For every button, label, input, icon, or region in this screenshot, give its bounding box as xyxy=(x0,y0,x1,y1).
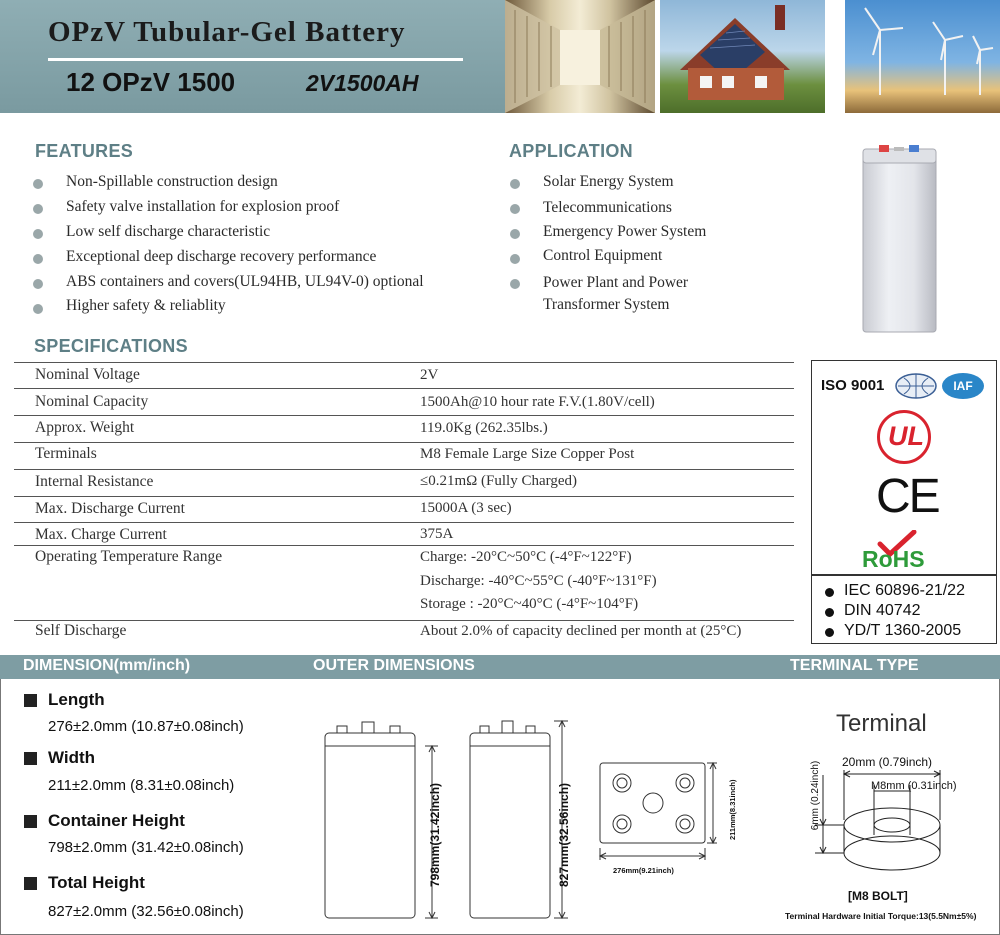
list-item: Safety valve installation for explosion proof xyxy=(66,198,340,215)
torque-label: Terminal Hardware Initial Torque:13(5.5Nm±5%) xyxy=(785,911,977,921)
spec-value: 15000A (3 sec) xyxy=(420,500,512,516)
standard-item: YD/T 1360-2005 xyxy=(844,622,962,639)
spec-value: M8 Female Large Size Copper Post xyxy=(420,446,635,462)
table-row xyxy=(14,545,794,620)
spec-value: Storage : -20°C~40°C (-4°F~104°F) xyxy=(420,596,639,612)
bullet-icon xyxy=(825,628,834,637)
features-heading: FEATURES xyxy=(35,141,134,161)
bullet-icon xyxy=(825,608,834,617)
spec-label: Max. Charge Current xyxy=(35,526,167,543)
spec-label: Nominal Voltage xyxy=(35,366,140,383)
spec-value: 375A xyxy=(420,526,454,542)
spec-label: Self Discharge xyxy=(35,622,127,639)
bullet-icon xyxy=(33,304,43,314)
bullet-square-icon xyxy=(24,877,37,890)
side-view-drawing-total xyxy=(466,718,586,928)
bullet-icon xyxy=(33,229,43,239)
ul-logo-text: UL xyxy=(888,421,924,451)
header xyxy=(0,0,1000,113)
table-row xyxy=(14,362,794,389)
terminal-width-label: 20mm (0.79inch) xyxy=(842,755,933,769)
spec-label: Approx. Weight xyxy=(35,419,135,436)
dimension-title: Length xyxy=(48,690,105,709)
bullet-icon xyxy=(510,229,520,239)
spec-label: Operating Temperature Range xyxy=(35,548,223,565)
model-number: 12 OPzV 1500 xyxy=(66,67,236,97)
spec-value: Discharge: -40°C~55°C (-40°F~131°F) xyxy=(420,573,657,589)
top-view-drawing xyxy=(595,758,745,888)
list-item: Telecommunications xyxy=(543,199,672,216)
list-item: Transformer System xyxy=(543,296,670,313)
bullet-square-icon xyxy=(24,752,37,765)
bullet-icon xyxy=(825,588,834,597)
dimension-title: Total Height xyxy=(48,873,145,892)
ce-mark: CE xyxy=(876,470,939,523)
cert-divider xyxy=(811,574,997,576)
bullet-square-icon xyxy=(24,815,37,828)
table-row xyxy=(14,496,794,522)
outer-dimensions-heading: OUTER DIMENSIONS xyxy=(313,657,475,674)
solar-house-photo xyxy=(660,0,825,113)
page-title: OPzV Tubular-Gel Battery xyxy=(48,16,406,48)
bullet-icon xyxy=(33,204,43,214)
bullet-icon xyxy=(33,179,43,189)
bullet-icon xyxy=(510,279,520,289)
container-height-label: 798mm(31.42inch) xyxy=(428,782,443,888)
bullet-icon xyxy=(33,279,43,289)
rohs-logo-text: RoHS xyxy=(862,546,925,572)
standard-item: IEC 60896-21/22 xyxy=(844,582,965,599)
table-row xyxy=(14,469,794,496)
dimension-title: Container Height xyxy=(48,811,185,830)
bullet-icon xyxy=(510,179,520,189)
datacenter-photo xyxy=(505,0,655,113)
list-item: Low self discharge characteristic xyxy=(66,223,271,240)
spec-value: 119.0Kg (262.35lbs.) xyxy=(420,420,548,436)
spec-value: 2V xyxy=(420,367,439,383)
spec-label: Terminals xyxy=(35,445,97,462)
spec-label: Nominal Capacity xyxy=(35,393,149,410)
terminal-bolt-width-label: M8mm (0.31inch) xyxy=(871,780,957,792)
dimension-value: 276±2.0mm (10.87±0.08inch) xyxy=(48,718,244,735)
list-item: Control Equipment xyxy=(543,247,663,264)
rohs-logo xyxy=(862,530,942,575)
ul-logo xyxy=(877,410,931,464)
top-length-label: 276mm(9.21inch) xyxy=(613,866,674,875)
table-row xyxy=(14,442,794,469)
table-row xyxy=(14,415,794,442)
dimension-heading: DIMENSION(mm/inch) xyxy=(23,657,191,674)
list-item: Non-Spillable construction design xyxy=(66,173,278,190)
standard-item: DIN 40742 xyxy=(844,602,921,619)
table-row xyxy=(14,620,794,644)
title-divider xyxy=(48,58,463,61)
wind-turbine-photo xyxy=(845,0,1000,113)
dimension-title: Width xyxy=(48,748,96,767)
bolt-label: [M8 BOLT] xyxy=(848,889,908,903)
globe-icon xyxy=(894,372,938,405)
specifications-heading: SPECIFICATIONS xyxy=(34,336,188,356)
dimension-value: 827±2.0mm (32.56±0.08inch) xyxy=(48,903,244,920)
spec-value: 1500Ah@10 hour rate F.V.(1.80V/cell) xyxy=(420,394,655,410)
spec-label: Internal Resistance xyxy=(35,473,154,490)
bullet-icon xyxy=(510,204,520,214)
list-item: Exceptional deep discharge recovery performance xyxy=(66,248,377,265)
bullet-square-icon xyxy=(24,694,37,707)
list-item: Higher safety & reliablity xyxy=(66,297,226,314)
list-item: ABS containers and covers(UL94HB, UL94V-0) optional xyxy=(66,273,424,290)
iso-label: ISO 9001 xyxy=(821,377,885,394)
dimension-value: 798±2.0mm (31.42±0.08inch) xyxy=(48,839,244,856)
spec-value: Charge: -20°C~50°C (-4°F~122°F) xyxy=(420,549,632,565)
terminal-title: Terminal xyxy=(836,710,927,737)
total-height-label: 827mm(32.56inch) xyxy=(557,782,572,888)
table-row xyxy=(14,388,794,415)
voltage-capacity-rating: 2V1500AH xyxy=(306,70,419,96)
terminal-type-heading: TERMINAL TYPE xyxy=(790,657,919,674)
list-item: Solar Energy System xyxy=(543,173,674,190)
battery-product-image xyxy=(861,143,938,333)
list-item: Power Plant and Power xyxy=(543,274,689,291)
terminal-height-label: 6mm (0.24inch) xyxy=(810,760,822,831)
top-width-label: 211mm(8.31inch) xyxy=(728,779,737,840)
iaf-logo: IAF xyxy=(942,373,984,399)
bullet-icon xyxy=(510,254,520,264)
spec-value: About 2.0% of capacity declined per month at (25°C) xyxy=(420,623,742,639)
application-heading: APPLICATION xyxy=(509,141,633,161)
side-view-drawing-front xyxy=(320,718,450,928)
list-item: Emergency Power System xyxy=(543,223,707,240)
spec-value: ≤0.21mΩ (Fully Charged) xyxy=(420,473,578,489)
spec-label: Max. Discharge Current xyxy=(35,500,185,517)
bullet-icon xyxy=(33,254,43,264)
dimension-value: 211±2.0mm (8.31±0.08inch) xyxy=(48,777,235,794)
